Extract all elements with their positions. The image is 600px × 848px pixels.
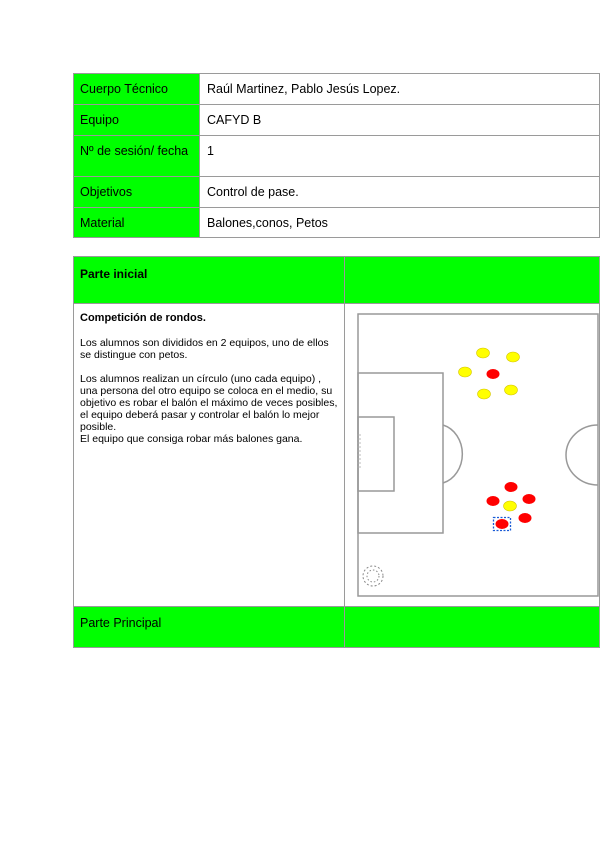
info-label: Objetivos [74, 177, 200, 208]
info-row-objectives [74, 177, 600, 208]
player-yellow [507, 352, 520, 362]
exercise-diagram-cell [345, 304, 600, 607]
player-red [523, 494, 536, 504]
info-value: Raúl Martinez, Pablo Jesús Lopez. [200, 74, 600, 105]
info-value: CAFYD B [200, 105, 600, 136]
exercise-paragraph: Los alumnos realizan un círculo (uno cada equipo) , una persona del otro equipo se coloca en el medio, su objetivo es robar el balón el máximo de veces posibles, el equipo deberá pasar y controlar el balón lo mejor posible. [80, 373, 338, 433]
info-row-staff [74, 74, 600, 105]
info-label: Material [74, 208, 200, 238]
player-yellow [477, 348, 490, 358]
info-value: 1 [200, 136, 600, 177]
player-red [487, 369, 500, 379]
info-row-material [74, 208, 600, 238]
initial-part-title: Parte inicial [80, 267, 148, 281]
exercise-paragraph: El equipo que consiga robar más balones gana. [80, 433, 303, 445]
info-row-team [74, 105, 600, 136]
exercise-title: Competición de rondos. [80, 312, 206, 324]
main-part-title: Parte Principal [80, 616, 162, 630]
player-red [519, 513, 532, 523]
player-yellow [504, 501, 517, 511]
info-label: Cuerpo Técnico [74, 74, 200, 105]
exercise-description [74, 304, 345, 607]
main-part-header [74, 607, 600, 648]
session-plan-table [73, 256, 600, 648]
exercise-paragraph: Los alumnos son divididos en 2 equipos, uno de ellos se distingue con petos. [80, 337, 329, 361]
football-field-diagram [357, 313, 599, 597]
info-row-session-number [74, 136, 600, 177]
info-label: Equipo [74, 105, 200, 136]
info-label: Nº de sesión/ fecha [74, 136, 200, 177]
exercise-row [74, 304, 600, 607]
info-value: Control de pase. [200, 177, 600, 208]
session-info-table [73, 73, 600, 238]
player-red [505, 482, 518, 492]
player-yellow [478, 389, 491, 399]
player-red [487, 496, 500, 506]
initial-part-header [74, 257, 600, 304]
player-yellow [505, 385, 518, 395]
info-value: Balones,conos, Petos [200, 208, 600, 238]
player-yellow [459, 367, 472, 377]
